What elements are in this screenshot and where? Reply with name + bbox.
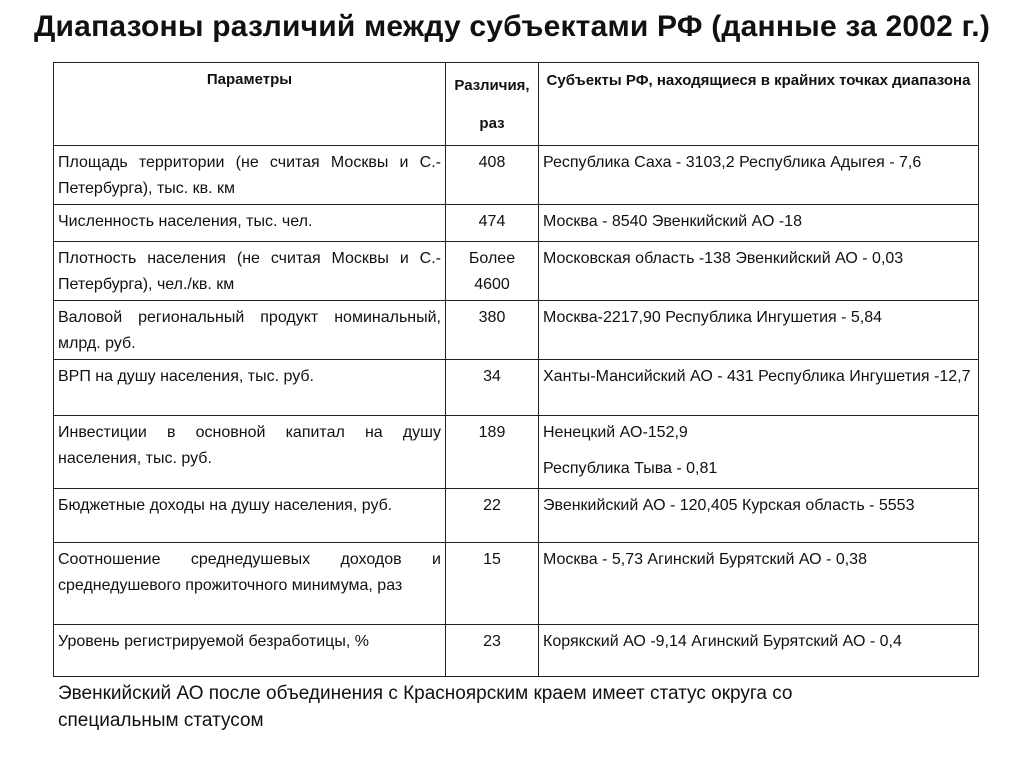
row-diff: Более 4600 <box>446 242 539 301</box>
table-row <box>54 416 979 489</box>
header-subjects: Субъекты РФ, находящиеся в крайних точках диапазона <box>539 63 979 146</box>
row-subjects: Ханты-Мансийский АО - 431 Республика Ингушетия -12,7 <box>539 360 979 416</box>
slide-title: Диапазоны различий между субъектами РФ (данные за 2002 г.) <box>33 10 991 43</box>
row-diff: 474 <box>446 205 539 242</box>
row-param: Соотношение среднедушевых доходов и среднедушевого прожиточного минимума, раз <box>54 543 446 625</box>
row-diff: 15 <box>446 543 539 625</box>
row-subjects: Москва - 8540 Эвенкийский АО -18 <box>539 205 979 242</box>
table-row <box>54 301 979 360</box>
row-subjects-cell <box>539 416 979 489</box>
ranges-table <box>53 62 979 677</box>
row-subjects: Московская область -138 Эвенкийский АО - 0,03 <box>539 242 979 301</box>
table-row <box>54 242 979 301</box>
table-row <box>54 489 979 543</box>
row-subjects: Корякский АО -9,14 Агинский Бурятский АО - 0,4 <box>539 625 979 677</box>
row-subjects-extra: Республика Тыва - 0,81 <box>543 460 718 477</box>
row-param: Численность населения, тыс. чел. <box>54 205 446 242</box>
row-diff: 23 <box>446 625 539 677</box>
table-header-row <box>54 63 979 146</box>
header-differences: Различия, раз <box>446 63 539 146</box>
row-param: Уровень регистрируемой безработицы, % <box>54 625 446 677</box>
table-row <box>54 543 979 625</box>
row-param: Валовой региональный продукт номинальный, млрд. руб. <box>54 301 446 360</box>
row-subjects: Республика Саха - 3103,2 Республика Адыгея - 7,6 <box>539 146 979 205</box>
table-row <box>54 360 979 416</box>
row-param: Плотность населения (не считая Москвы и С.-Петербурга), чел./кв. км <box>54 242 446 301</box>
row-diff: 22 <box>446 489 539 543</box>
row-param: Инвестиции в основной капитал на душу населения, тыс. руб. <box>54 416 446 489</box>
table-row <box>54 205 979 242</box>
row-param: Площадь территории (не считая Москвы и С.-Петербурга), тыс. кв. км <box>54 146 446 205</box>
table-row <box>54 146 979 205</box>
row-param: ВРП на душу населения, тыс. руб. <box>54 360 446 416</box>
row-diff: 34 <box>446 360 539 416</box>
row-subjects: Москва - 5,73 Агинский Бурятский АО - 0,38 <box>539 543 979 625</box>
header-parameters: Параметры <box>54 63 446 146</box>
row-subjects: Ненецкий АО-152,9 <box>543 424 688 441</box>
table-row <box>54 625 979 677</box>
row-diff: 380 <box>446 301 539 360</box>
row-subjects: Москва-2217,90 Республика Ингушетия - 5,84 <box>539 301 979 360</box>
footnote: Эвенкийский АО после объединения с Красноярским краем имеет статус округа со специальным статусом <box>58 683 793 731</box>
row-diff: 408 <box>446 146 539 205</box>
row-subjects: Эвенкийский АО - 120,405 Курская область - 5553 <box>539 489 979 543</box>
row-diff: 189 <box>446 416 539 489</box>
row-param: Бюджетные доходы на душу населения, руб. <box>54 489 446 543</box>
